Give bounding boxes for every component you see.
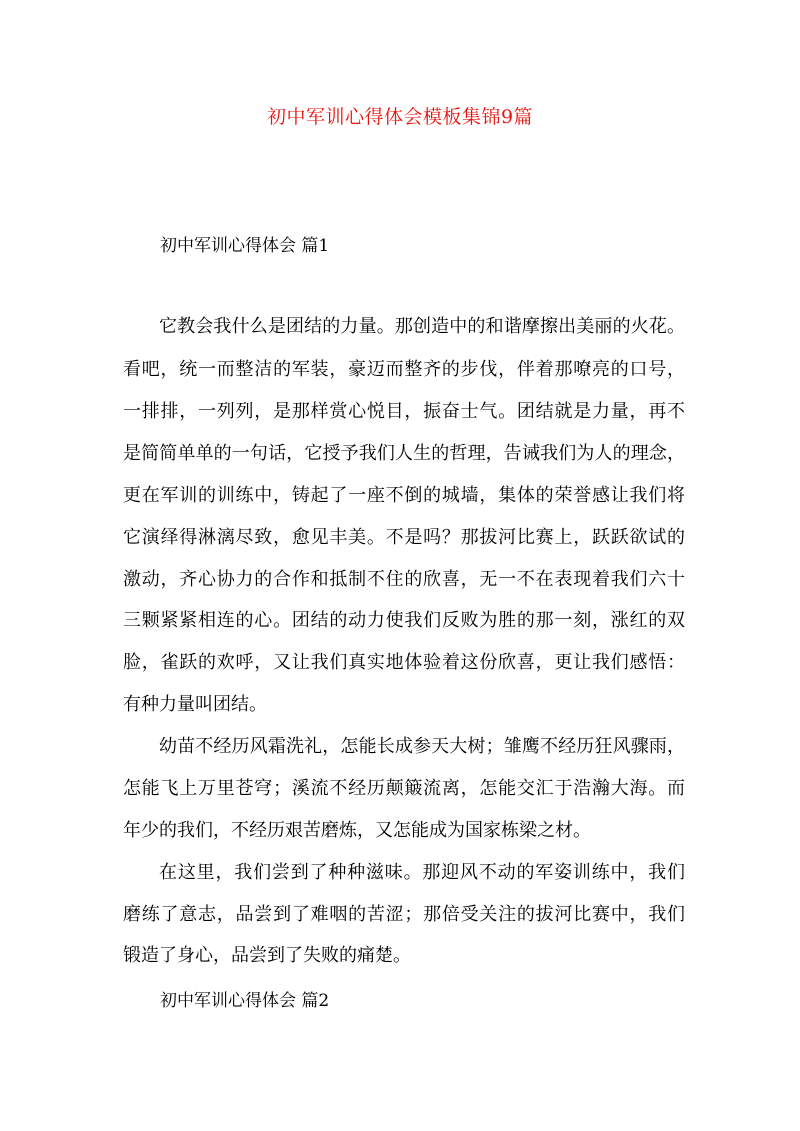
section-heading-1: 初中军训心得体会 篇1 xyxy=(160,236,330,256)
section-heading-2: 初中军训心得体会 篇2 xyxy=(160,991,330,1011)
paragraph-line: 看吧，统一而整洁的军装，豪迈而整齐的步伐，伴着那嘹亮的口号， xyxy=(123,359,685,380)
paragraph-line: 它教会我什么是团结的力量。那创造中的和谐摩擦出美丽的火花。 xyxy=(159,316,685,337)
paragraph-line: 一排排，一列列，是那样赏心悦目，振奋士气。团结就是力量，再不 xyxy=(123,401,685,422)
paragraph-line: 幼苗不经历风霜洗礼，怎能长成参天大树；雏鹰不经历狂风骤雨， xyxy=(159,736,685,757)
paragraph-line: 三颗紧紧相连的心。团结的动力使我们反败为胜的那一刻，涨红的双 xyxy=(123,610,685,631)
paragraph-line: 年少的我们，不经历艰苦磨炼，又怎能成为国家栋梁之材。 xyxy=(123,820,591,841)
paragraph-line: 脸，雀跃的欢呼，又让我们真实地体验着这份欣喜，更让我们感悟： xyxy=(123,652,685,673)
paragraph-line: 更在军训的训练中，铸起了一座不倒的城墙，集体的荣誉感让我们将 xyxy=(123,485,685,506)
paragraph-line: 有种力量叫团结。 xyxy=(123,694,267,715)
paragraph-line: 怎能飞上万里苍穹；溪流不经历颠簸流离，怎能交汇于浩瀚大海。而 xyxy=(123,778,685,799)
paragraph-line: 在这里，我们尝到了种种滋味。那迎风不动的军姿训练中，我们 xyxy=(159,862,685,883)
document-title: 初中军训心得体会模板集锦9篇 xyxy=(266,106,534,128)
paragraph-line: 是简简单单的一句话，它授予我们人生的哲理，告诫我们为人的理念， xyxy=(123,443,685,464)
paragraph-line: 它演绎得淋漓尽致，愈见丰美。不是吗？那拔河比赛上，跃跃欲试的 xyxy=(123,527,685,548)
paragraph-line: 锻造了身心，品尝到了失败的痛楚。 xyxy=(123,945,411,966)
paragraph-line: 磨练了意志，品尝到了难咽的苦涩；那倍受关注的拔河比赛中，我们 xyxy=(123,904,685,925)
paragraph-line: 激动，齐心协力的合作和抵制不住的欣喜，无一不在表现着我们六十 xyxy=(123,569,685,590)
